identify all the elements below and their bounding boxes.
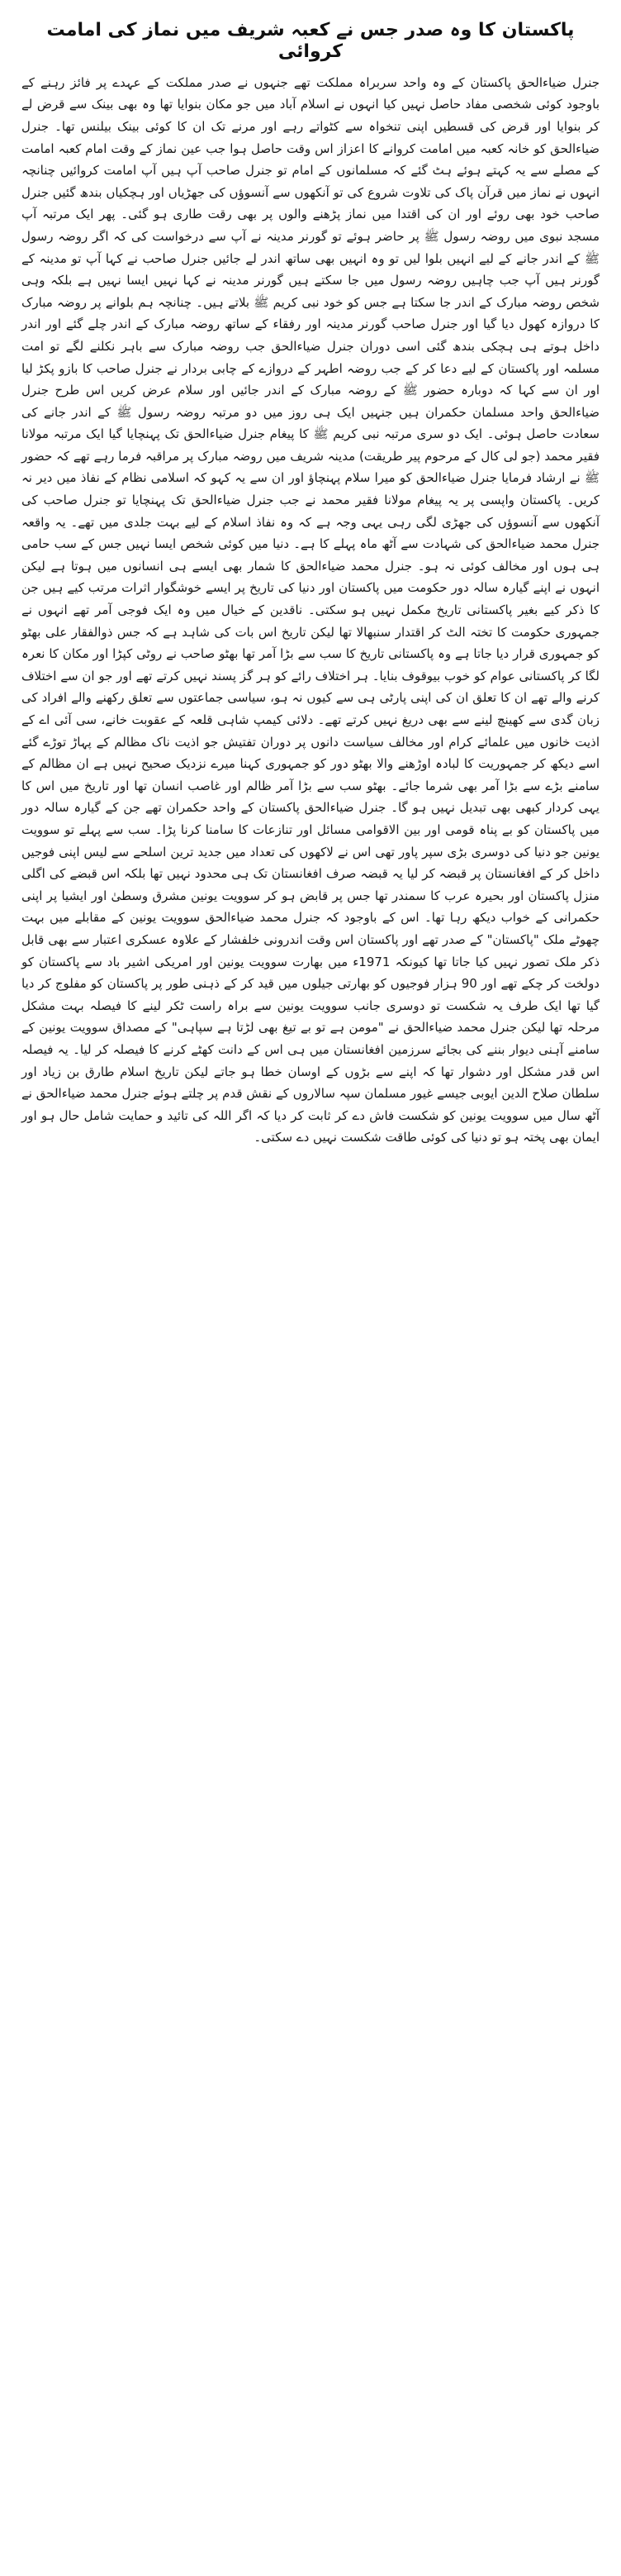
article-body: جنرل ضیاءالحق پاکستان کے وہ واحد سربراہ مملکت تھے جنہوں نے صدر مملکت کے عہدے پر فائز رہنے کے باوجود کوئی شخصی مفاد حاصل نہیں کیا انہوں نے اسلام آباد میں جو مکان بنوایا تھا وہ بھی بینک سے قرض لے کر بنوایا اور قرض کی قسطیں اپنی تنخواہ سے کٹواتے رہے اور مرنے تک ان کا کوئی بینک بیلنس تھا۔ جنرل ضیاءالحق کو خانہ کعبہ میں امامت کروانے کا اعزاز اس وقت حاصل ہوا جب عین نماز کے وقت امام کعبہ امامت کے مصلے سے یہ کہتے ہوئے ہٹ گئے کہ مسلمانوں کے امام تو جنرل صاحب آپ ہیں آپ امامت کروائیں چنانچہ انہوں نے نماز میں قرآن پاک کی تلاوت شروع کی تو آنکھوں سے آنسوؤں کی جھڑیاں اور ہچکیاں بندھ گئیں جنرل صاحب خود بھی روئے اور ان کی اقتدا میں نماز پڑھنے والوں پر بھی رقت طاری ہو گئی۔ پھر ایک مرتبہ آپ مسجد نبوی میں روضہ رسول ﷺ پر حاضر ہوئے تو گورنر مدینہ نے آپ سے درخواست کی کہ اگر روضہ رسول ﷺ کے اندر جانے کے لیے انہیں بلوا لیں تو وہ انہیں بھی ساتھ اندر لے جائیں جنرل صاحب نے کہا آپ تو مدینہ کے گورنر ہیں آپ جب چاہیں روضہ رسول میں جا سکتے ہیں گورنر مدینہ نے کہا نہیں ایسا نہیں ہے بلکہ وہی شخص روضہ مبارک کے اندر جا سکتا ہے جس کو خود نبی کریم ﷺ بلاتے ہیں۔ چنانچہ ہم بلوانے پر روضہ مبارک کا دروازہ کھول دیا گیا اور جنرل صاحب گورنر مدینہ اور رفقاء کے ساتھ روضہ مبارک کے اندر چلے گئے اور اندر داخل ہوتے ہی ہچکی بندھ گئی اسی دوران جنرل ضیاءالحق جب روضہ مبارک سے باہر نکلنے لگے تو امت مسلمہ اور پاکستان کے لیے دعا کر کے جب روضہ اطہر کے دروازے کے چابی بردار نے جنرل صاحب کا بازو پکڑ لیا اور ان سے کہا کہ دوبارہ حضور ﷺ کے روضہ مبارک کے اندر جائیں اور سلام عرض کریں اس طرح جنرل ضیاءالحق واحد مسلمان حکمران ہیں جنہیں ایک ہی روز میں دو مرتبہ روضہ رسول ﷺ کے اندر جانے کی سعادت حاصل ہوئی۔ ایک دو سری مرتبہ نبی کریم ﷺ کا پیغام جنرل ضیاءالحق تک پہنچایا گیا ایک مرتبہ مولانا فقیر محمد (جو لی کال کے مرحوم پیر طریقت) مدینہ شریف میں روضہ مبارک پر مراقبہ فرما رہے تھے کہ حضور ﷺ نے ارشاد فرمایا جنرل ضیاءالحق کو میرا سلام پہنچاؤ اور ان سے یہ کہو کہ اسلامی نظام کے نفاذ میں دیر نہ کریں۔ پاکستان واپسی پر یہ پیغام مولانا فقیر محمد نے جب جنرل ضیاءالحق تک پہنچایا تو جنرل صاحب کی آنکھوں سے آنسوؤں کی جھڑی لگی رہی یہی وجہ ہے کہ وہ نفاذ اسلام کے لیے بہت جلدی میں تھے۔ یہ واقعہ جنرل محمد ضیاءالحق کی شہادت سے آٹھ ماہ پہلے کا ہے۔ دنیا میں کوئی شخص ایسا نہیں جس کے سب حامی ہی ہوں اور مخالف کوئی نہ ہو۔ جنرل محمد ضیاءالحق کا شمار بھی ایسے ہی انسانوں میں ہوتا ہے لیکن انہوں نے اپنے گیارہ سالہ دور حکومت میں پاکستان اور دنیا کی تاریخ پر ایسے خوشگوار اثرات مرتب کیے ہیں جن کا ذکر کیے بغیر پاکستانی تاریخ مکمل نہیں ہو سکتی۔ ناقدین کے خیال میں وہ ایک فوجی آمر تھے انہوں نے جمہوری حکومت کا تختہ الٹ کر اقتدار سنبھالا تھا لیکن تاریخ اس بات کی شاہد ہے کہ جس ذوالفقار علی بھٹو کو جمہوری قرار دیا جاتا ہے وہ پاکستانی تاریخ کا سب سے بڑا آمر تھا بھٹو صاحب نے روٹی کپڑا اور مکان کا نعرہ لگا کر پاکستانی عوام کو خوب بیوقوف بنایا۔ ہر اختلاف رائے کو ہر گز پسند نہیں کرتے تھے اور جو ان سے اختلاف کرنے والے تھے ان کا تعلق ان کی اپنی پارٹی ہی سے کیوں نہ ہو، سیاسی جماعتوں سے تعلق رکھنے والے افراد کی زبان گدی سے کھینچ لینے سے بھی دریغ نہیں کرتے تھے۔ دلائی کیمپ شاہی قلعہ کے عقوبت خانے، سی آئی اے کے اذیت خانوں میں علمائے کرام اور مخالف سیاست دانوں پر دوران تفتیش جو اذیت ناک مظالم کے پہاڑ توڑے گئے اسے دیکھ کر جمہوریت کا لبادہ اوڑھنے والا بھٹو دور کو جمہوری کہنا میرے نزدیک صحیح نہیں ہے ان مظالم کے سامنے بڑے سے بڑا آمر بھی شرما جائے۔ بھٹو سب سے بڑا آمر ظالم اور غاصب انسان تھا اور تاریخ میں اس کا یہی کردار کبھی بھی تبدیل نہیں ہو گا۔ جنرل ضیاءالحق پاکستان کے واحد حکمران تھے جن کے گیارہ سالہ دور میں پاکستان کو بے پناہ قومی اور بین الاقوامی مسائل اور تنازعات کا سامنا کرنا پڑا۔ سب سے پہلے تو سوویت یونین جو دنیا کی دوسری بڑی سپر پاور تھی اس نے لاکھوں کی تعداد میں جدید ترین اسلحے سے لیس اپنی فوجیں داخل کر کے افغانستان پر قبضہ کر لیا یہ قبضہ صرف افغانستان تک ہی محدود نہیں تھا بلکہ اس قبضے کی اگلی منزل پاکستان اور بحیرہ عرب کا سمندر تھا جس پر قابض ہو کر سوویت یونین مشرق وسطیٰ اور ایشیا پر اپنی حکمرانی کے خواب دیکھ رہا تھا۔ اس کے باوجود کہ جنرل محمد ضیاءالحق سوویت یونین کے مقابلے میں بہت چھوٹے ملک "پاکستان" کے صدر تھے اور پاکستان اس وقت اندرونی خلفشار کے علاوہ عسکری اعتبار سے بھی قابل ذکر ملک تصور نہیں کیا جاتا تھا کیونکہ 1971ء میں بھارت سوویت یونین اور امریکی اشیر باد سے پاکستان کو دولخت کر چکے تھے اور 90 ہزار فوجیوں کو بھارتی جیلوں میں قید کر کے ذہنی طور پر پاکستان کو مفلوج کر دیا گیا تھا ایک طرف یہ شکست تو دوسری جانب سوویت یونین سے براہ راست ٹکر لینے کا فیصلہ بہت مشکل مرحلہ تھا لیکن جنرل محمد ضیاءالحق نے "مومن ہے تو بے تیغ بھی لڑتا ہے سپاہی" کے مصداق سوویت یونین کے سامنے آہنی دیوار بننے کی بجائے سرزمین افغانستان میں ہی اس کے دانت کھٹے کرنے کا فیصلہ کر لیا۔ یہ فیصلہ اس قدر مشکل اور دشوار تھا کہ اپنے سے بڑوں کے اوسان خطا ہو جاتے لیکن تاریخ اسلام طارق بن زیاد اور سلطان صلاح الدین ایوبی جیسے غیور مسلمان سپہ سالاروں کے نقش قدم پر چلتے ہوئے جنرل محمد ضیاءالحق نے آٹھ سال میں سوویت یونین کو شکست فاش دے کر ثابت کر دیا کہ اگر اللہ کی تائید و حمایت شامل حال ہو اور ایمان بھی پختہ ہو تو دنیا کی کوئی طاقت شکست نہیں دے سکتی۔	[21, 74, 600, 1145]
article-headline: پاکستان کا وہ صدر جس نے کعبہ شریف میں نماز کی امامت کروائی	[46, 20, 575, 63]
